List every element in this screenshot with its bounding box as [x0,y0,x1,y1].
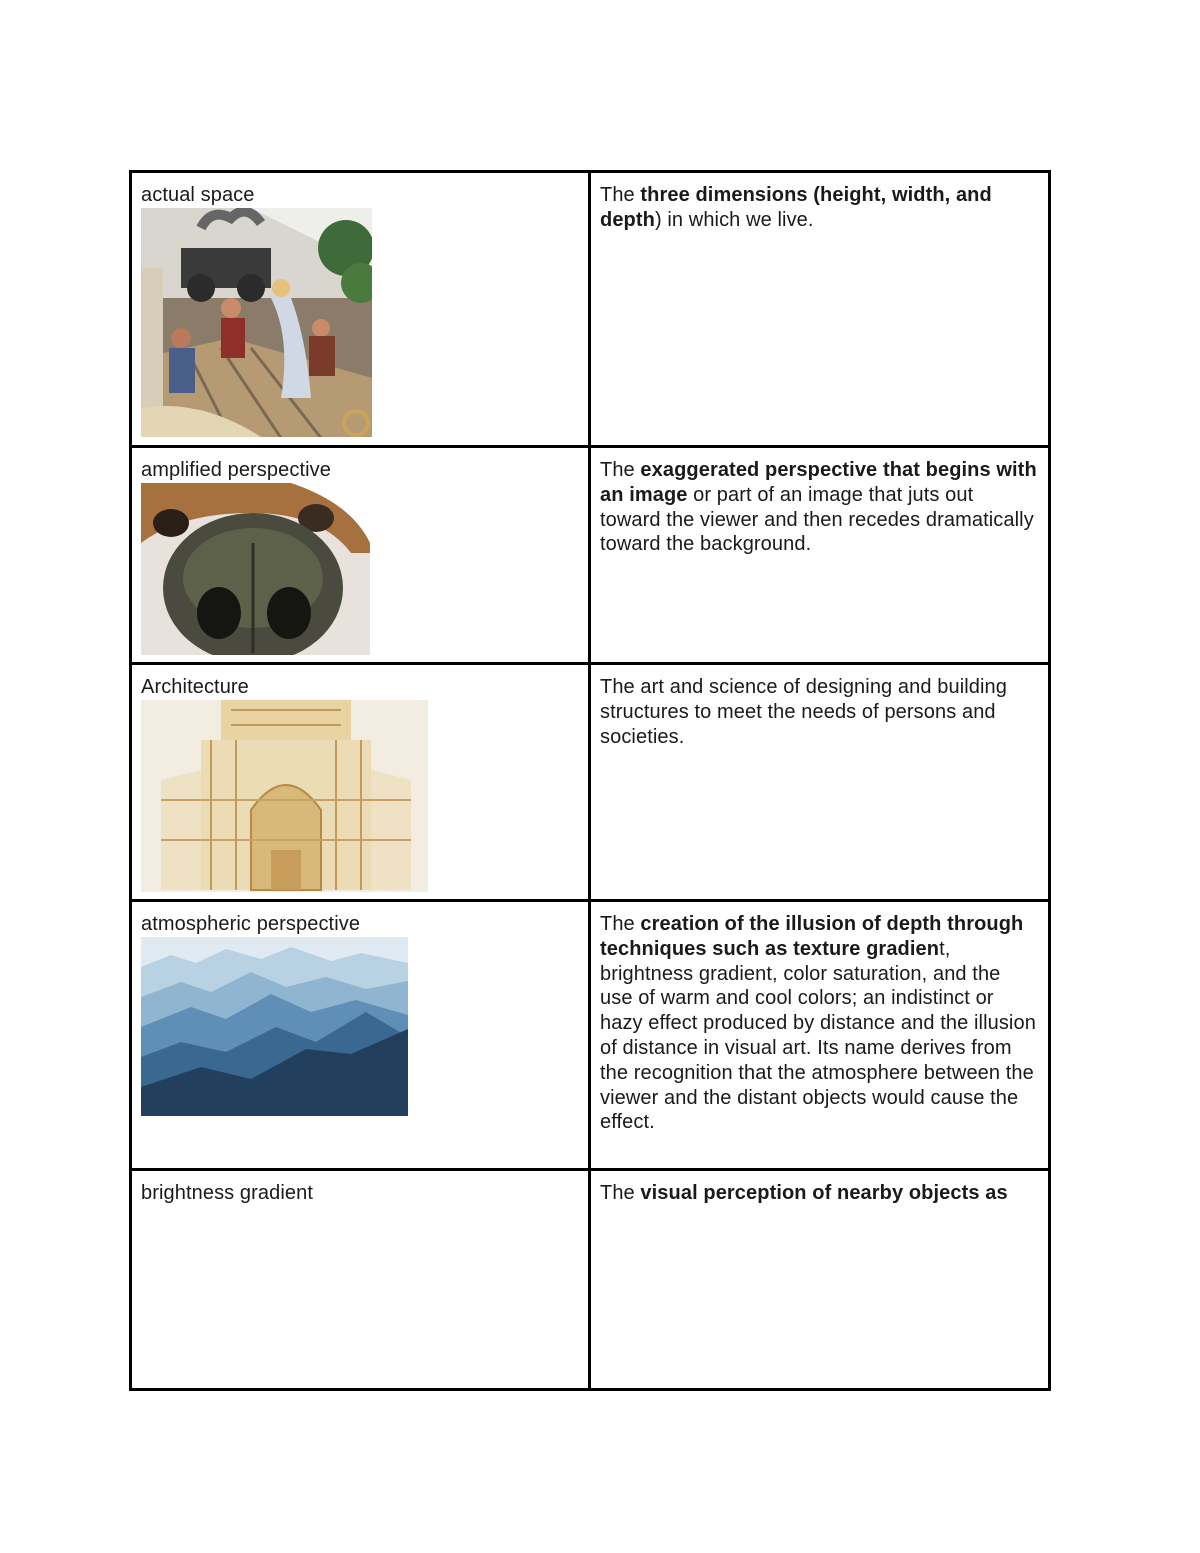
definition-text-2: The art and science of designing and building structures to meet the needs of persons and societies. [600,676,1007,748]
table-row [131,1170,1050,1390]
dog-nose-closeup-icon [141,483,370,655]
definition-cell [590,172,1050,447]
term-cell [131,1170,590,1390]
definition-text-1: The exaggerated perspective that begins with an image or part of an image that juts out toward the viewer and then recedes dramatically toward the background. [600,459,1037,556]
definition-cell [590,447,1050,664]
term-label: amplified perspective [141,459,331,481]
glossary-table [129,170,1051,1391]
definition-text-0: The three dimensions (height, width, and depth) in which we live. [600,184,992,231]
definition-cell [590,901,1050,1170]
term-label: Architecture [141,676,249,698]
definition-cell [590,664,1050,901]
table-row [131,664,1050,901]
term-cell [131,901,590,1170]
term-cell [131,172,590,447]
table-row [131,172,1050,447]
term-label: atmospheric perspective [141,913,361,935]
definition-cell [590,1170,1050,1390]
definition-text-3: The creation of the illusion of depth through techniques such as texture gradient, brightness gradient, color saturation, and the use of warm and cool colors; an indistinct or hazy effect produced by distance and the illusion of distance in visual art. Its name derives from the recognition that the atmosphere between the viewer and the distant objects would cause the effect. [600,913,1036,1134]
definition-text-4: The visual perception of nearby objects as [600,1182,1008,1204]
painting-crowd-dancing-icon [141,208,372,437]
term-cell [131,447,590,664]
term-cell [131,664,590,901]
table-row [131,901,1050,1170]
blue-mountain-ranges-icon [141,937,408,1116]
architectural-drawing-icon [141,700,428,892]
table-row [131,447,1050,664]
term-label: brightness gradient [141,1182,314,1204]
term-label: actual space [141,184,255,206]
glossary-sheet [129,170,1048,1391]
